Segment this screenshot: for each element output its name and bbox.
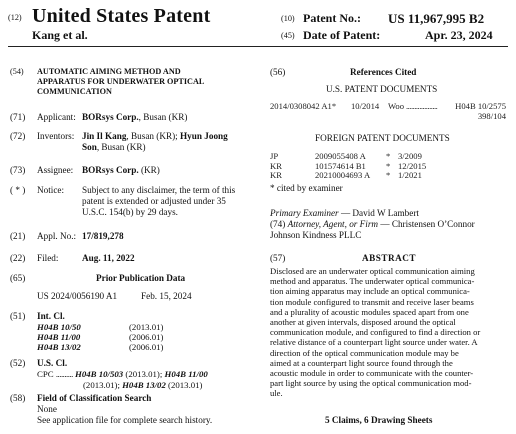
assignee-location: (KR) [138,165,160,175]
abstract-line: communication module, and configured to find a direction or [270,327,481,338]
inventors [82,131,262,153]
abstract-line: ule. [270,388,283,399]
references-title: References Cited [350,67,417,77]
foreign-ref-star: * [386,160,391,171]
int-cl-title: Int. Cl. [37,311,65,321]
notice-line: patent is extended or adjusted under 35 [82,196,226,206]
inventor-name: Son [82,142,97,152]
title-line: AUTOMATIC AIMING METHOD AND [37,67,181,76]
us-ref-dots: ................... [406,101,438,111]
code-73: (73) [10,165,26,175]
foreign-reference-list [270,151,470,180]
int-cl-date: (2006.01) [129,342,164,352]
foreign-ref-row [270,170,470,180]
examiner-name: — David W Lambert [338,208,419,218]
field-search-note: See application file for complete search history. [37,415,213,425]
assignee-label: Assignee: [37,165,74,175]
code-72: (72) [10,131,26,141]
abstract-line: direction of the optical communication module may be [270,347,459,358]
code-45: (45) [281,31,295,40]
abstract-title: ABSTRACT [362,253,417,263]
abstract-text [270,266,508,399]
cpc-code: H04B 11/00 [164,369,208,379]
int-cl-row [37,332,163,342]
cpc-date: (2013.01) [165,379,203,390]
code-22: (22) [10,253,26,263]
us-ref-name: Woo [388,101,405,111]
appl-no: 17/819,278 [82,231,124,241]
inventor-location: , Busan (KR) [96,142,146,152]
code-56: (56) [270,67,286,77]
cpc-label: CPC [37,369,54,379]
examiner-block [270,208,510,241]
inventor-name: Hyun Joong [180,131,228,141]
int-cl-table [37,322,163,352]
assignee-name: BORsys Corp. [82,165,139,175]
abstract-line: part light source by using the optical communication mod- [270,378,472,389]
abstract-line: tion aiming apparatus may include an optical communica- [270,286,470,297]
cpc-classes [37,369,262,390]
invention-title [37,67,252,97]
cpc-code: H04B 10/503 [75,369,124,379]
applicant [82,112,187,123]
applicant-location: , Busan (KR) [138,112,188,122]
int-cl-row [37,342,163,352]
abstract-line: another at given intervals, disposed around the optical [270,317,456,328]
foreign-ref-country: KR [270,170,282,180]
assignee [82,165,160,176]
int-cl-code: H04B 13/02 [37,342,81,352]
inventor-location: , Busan (KR); [126,131,181,141]
code-57: (57) [270,253,286,263]
code-notice: ( * ) [10,185,26,195]
code-21: (21) [10,231,26,241]
us-ref-doc: 2014/0308042 A1* [270,101,337,111]
filed-label: Filed: [37,253,59,263]
foreign-ref-star: * [386,170,391,180]
appl-no-label: Appl. No.: [37,231,77,241]
examiner-label: Primary Examiner [270,208,339,218]
code-58: (58) [10,393,26,403]
code-51: (51) [10,311,26,321]
date-label: Date of Patent: [303,28,381,42]
prior-pub-date: Feb. 15, 2024 [141,291,192,301]
document-title: United States Patent [32,5,211,27]
inventor-short: Kang et al. [32,28,88,42]
us-ref-class2: 398/104 [477,111,506,121]
code-52: (52) [10,358,26,368]
us-docs-title: U.S. PATENT DOCUMENTS [326,84,438,94]
abstract-line: tion module configured to transmit and receive laser beams [270,296,474,307]
int-cl-date: (2013.01) [129,322,164,332]
abstract-line: relative distance of a counterpart light source under water. A [270,337,478,348]
code-10: (10) [281,14,295,23]
int-cl-code: H04B 10/50 [37,322,81,332]
foreign-docs-title: FOREIGN PATENT DOCUMENTS [315,133,450,143]
foreign-ref-doc: 20210004693 A [315,170,371,180]
attorney-name-cont: Johnson Kindness PLLC [270,230,362,240]
foreign-ref-date: 3/2009 [398,151,422,161]
abstract-line: and a plurality of acoustic modules spaced apart from one [270,306,469,317]
prior-pub-title: Prior Publication Data [96,273,186,283]
applicant-label: Applicant: [37,112,76,122]
cited-by-examiner: * cited by examiner [270,183,343,193]
int-cl-date: (2006.01) [129,332,164,342]
code-54: (54) [10,67,24,76]
inventor-name: Jin Il Kang [82,131,127,141]
patent-number: US 11,967,995 B2 [388,11,485,26]
notice-line: U.S.C. 154(b) by 29 days. [82,207,178,217]
abstract-line: method and apparatus. The underwater optical communica- [270,276,475,287]
notice-label: Notice: [37,185,65,195]
notice-text [82,185,257,218]
field-search-title: Field of Classification Search [37,393,152,403]
title-line: APPARATUS FOR UNDERWATER OPTICAL [37,77,205,86]
abstract-line: aimed at a counterpart light source found through the [270,357,453,368]
abstract-line: acoustic module in order to communicate with the counter- [270,368,474,379]
code-71: (71) [10,112,26,122]
foreign-ref-date: 12/2015 [398,160,427,171]
foreign-ref-doc: 101574614 B1 [315,160,366,171]
code-12: (12) [8,13,22,22]
claims-sheets: 5 Claims, 6 Drawing Sheets [325,415,433,425]
inventors-label: Inventors: [37,131,75,141]
us-ref-class: H04B 10/2575 [455,101,506,111]
attorney-label: Attorney, Agent, or Firm [287,219,379,229]
cpc-date: (2013.01); [83,379,123,390]
foreign-ref-doc: 2009055408 A [315,151,366,161]
attorney-name: — Christensen O’Connor [378,219,475,229]
us-cl-title: U.S. Cl. [37,358,68,368]
foreign-ref-country: JP [270,151,279,161]
notice-line: Subject to any disclaimer, the term of this [82,185,236,195]
cpc-dots: .......... [55,369,73,379]
int-cl-row [37,322,163,332]
header-rule [8,46,508,47]
patent-no-label: Patent No.: [303,11,361,25]
patent-date: Apr. 23, 2024 [425,28,493,42]
foreign-ref-row [270,151,470,161]
filed-date: Aug. 11, 2022 [82,253,135,263]
prior-pub-number: US 2024/0056190 A1 [37,291,118,301]
cpc-code: H04B 13/02 [122,379,166,390]
foreign-ref-date: 1/2021 [398,170,422,180]
cpc-date: (2013.01); [123,369,165,379]
us-ref-date: 10/2014 [351,101,380,111]
field-search-none: None [37,404,57,414]
foreign-ref-star: * [386,151,391,161]
applicant-name: BORsys Corp. [82,112,139,122]
code-74: (74) [270,219,286,229]
title-line: COMMUNICATION [37,87,112,96]
abstract-line: Disclosed are an underwater optical communication aiming [270,266,475,276]
int-cl-code: H04B 11/00 [37,332,81,342]
foreign-ref-row [270,161,470,171]
foreign-ref-country: KR [270,160,282,171]
code-65: (65) [10,273,26,283]
